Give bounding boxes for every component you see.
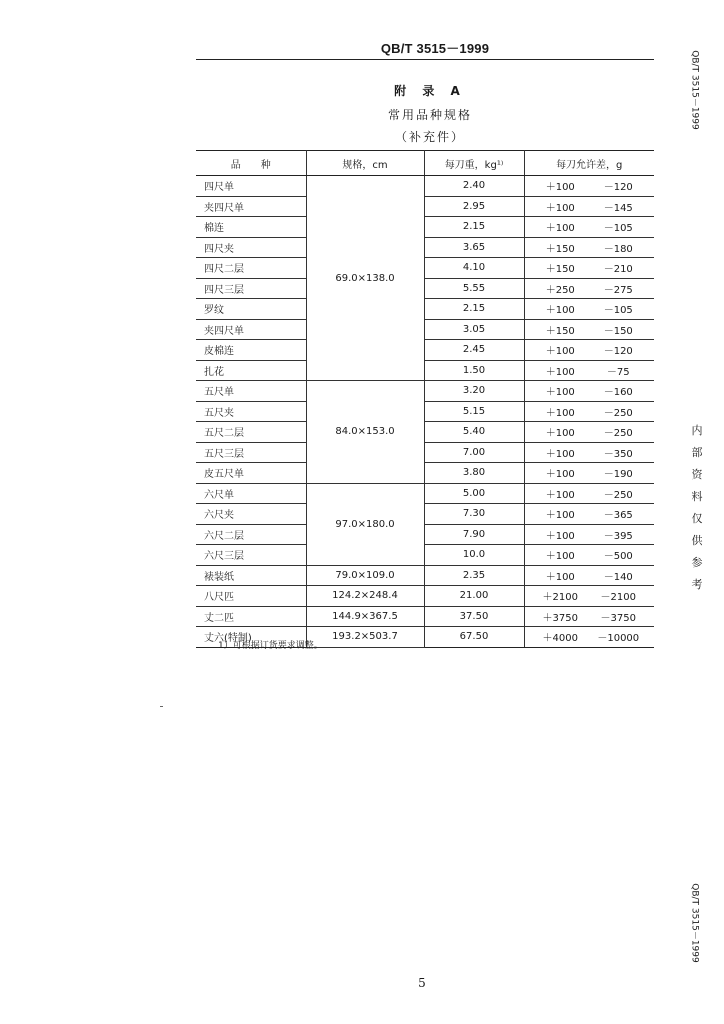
side-code-top — [676, 40, 716, 140]
table-row — [196, 483, 654, 504]
table-row — [196, 319, 654, 340]
variety-cell: 四尺单 — [196, 176, 306, 197]
appendix-title: 附 录 A — [394, 84, 466, 98]
tolerance-minus: －365 — [603, 510, 633, 522]
tolerance-minus: －395 — [603, 530, 633, 542]
tolerance-cell — [524, 504, 654, 525]
tolerance-cell — [524, 278, 654, 299]
table-row — [196, 463, 654, 484]
tolerance-cell — [524, 176, 654, 197]
weight-cell: 2.15 — [424, 217, 524, 238]
weight-cell: 3.80 — [424, 463, 524, 484]
side-char: 参 — [691, 556, 703, 569]
table-row — [196, 278, 654, 299]
tolerance-plus: ＋100 — [545, 448, 575, 460]
scan-mark — [160, 706, 163, 707]
tolerance-plus: ＋150 — [545, 325, 575, 337]
tolerance-plus: ＋100 — [545, 530, 575, 542]
weight-cell: 1.50 — [424, 360, 524, 381]
side-char: 资 — [691, 468, 703, 481]
tolerance-plus: ＋100 — [545, 305, 575, 317]
header-weight: 每刀重，kg¹⁾ — [424, 151, 524, 176]
tolerance-cell — [524, 237, 654, 258]
table-row — [196, 381, 654, 402]
table-row — [196, 606, 654, 627]
weight-cell: 2.35 — [424, 565, 524, 586]
table-row — [196, 422, 654, 443]
table-row — [196, 340, 654, 361]
weight-cell: 3.05 — [424, 319, 524, 340]
variety-cell: 八尺匹 — [196, 586, 306, 607]
side-char: 供 — [691, 534, 703, 547]
weight-cell: 5.15 — [424, 401, 524, 422]
tolerance-minus: －275 — [603, 284, 633, 296]
size-cell: 69.0×138.0 — [306, 176, 424, 381]
header-rule — [196, 59, 654, 60]
side-char: 部 — [691, 446, 703, 459]
weight-cell: 21.00 — [424, 586, 524, 607]
tolerance-minus: －160 — [603, 387, 633, 399]
tolerance-minus: －10000 — [597, 633, 640, 645]
weight-cell: 5.40 — [424, 422, 524, 443]
tolerance-minus: －3750 — [600, 612, 636, 624]
tolerance-cell — [524, 360, 654, 381]
tolerance-minus: －350 — [603, 448, 633, 460]
header-variety: 品 种 — [196, 151, 306, 176]
weight-cell: 5.00 — [424, 483, 524, 504]
weight-cell: 4.10 — [424, 258, 524, 279]
tolerance-cell — [524, 565, 654, 586]
header-size: 规格，cm — [306, 151, 424, 176]
size-cell: 97.0×180.0 — [306, 483, 424, 565]
table-row — [196, 586, 654, 607]
size-cell: 79.0×109.0 — [306, 565, 424, 586]
appendix-note: （补充件） — [394, 130, 465, 144]
variety-cell: 六尺夹 — [196, 504, 306, 525]
tolerance-plus: ＋2100 — [542, 592, 578, 604]
tolerance-minus: －140 — [603, 571, 633, 583]
tolerance-minus: －75 — [606, 366, 630, 378]
size-cell: 193.2×503.7 — [306, 627, 424, 648]
tolerance-minus: －145 — [603, 202, 633, 214]
weight-cell: 2.45 — [424, 340, 524, 361]
variety-cell: 皮五尺单 — [196, 463, 306, 484]
tolerance-cell — [524, 381, 654, 402]
weight-cell: 7.30 — [424, 504, 524, 525]
variety-cell: 四尺夹 — [196, 237, 306, 258]
variety-cell: 棉连 — [196, 217, 306, 238]
tolerance-plus: ＋100 — [545, 366, 575, 378]
table-row — [196, 196, 654, 217]
tolerance-minus: －120 — [603, 346, 633, 358]
tolerance-plus: ＋3750 — [542, 612, 578, 624]
tolerance-plus: ＋100 — [545, 407, 575, 419]
side-char: 料 — [691, 490, 703, 503]
table-row — [196, 299, 654, 320]
variety-cell: 皮棉连 — [196, 340, 306, 361]
table-row — [196, 217, 654, 238]
tolerance-plus: ＋100 — [545, 346, 575, 358]
tolerance-cell — [524, 422, 654, 443]
header-tolerance: 每刀允许差，g — [524, 151, 654, 176]
table-row — [196, 524, 654, 545]
tolerance-plus: ＋100 — [545, 469, 575, 481]
table-header-row — [196, 151, 654, 176]
side-vertical-note — [688, 420, 706, 596]
variety-cell: 夹四尺单 — [196, 319, 306, 340]
tolerance-cell — [524, 627, 654, 648]
table-row — [196, 442, 654, 463]
weight-cell: 37.50 — [424, 606, 524, 627]
size-cell: 84.0×153.0 — [306, 381, 424, 484]
tolerance-minus: －250 — [603, 407, 633, 419]
variety-cell: 四尺三层 — [196, 278, 306, 299]
variety-cell: 六尺单 — [196, 483, 306, 504]
tolerance-plus: ＋100 — [545, 223, 575, 235]
side-char: 仅 — [691, 512, 703, 525]
table-row — [196, 360, 654, 381]
weight-cell: 67.50 — [424, 627, 524, 648]
weight-cell: 7.90 — [424, 524, 524, 545]
side-char: 内 — [691, 424, 703, 437]
tolerance-minus: －120 — [603, 182, 633, 194]
weight-cell: 2.40 — [424, 176, 524, 197]
tolerance-plus: ＋100 — [545, 489, 575, 501]
variety-cell: 夹四尺单 — [196, 196, 306, 217]
tolerance-plus: ＋4000 — [542, 633, 578, 645]
variety-cell: 扎花 — [196, 360, 306, 381]
weight-cell: 10.0 — [424, 545, 524, 566]
tolerance-plus: ＋100 — [545, 387, 575, 399]
tolerance-minus: －210 — [603, 264, 633, 276]
table-row — [196, 545, 654, 566]
variety-cell: 丈二匹 — [196, 606, 306, 627]
tolerance-cell — [524, 217, 654, 238]
tolerance-minus: －105 — [603, 223, 633, 235]
tolerance-cell — [524, 524, 654, 545]
appendix-subtitle: 常用品种规格 — [387, 108, 472, 122]
variety-cell: 五尺二层 — [196, 422, 306, 443]
tolerance-plus: ＋250 — [545, 284, 575, 296]
tolerance-cell — [524, 258, 654, 279]
side-code-top-text: QB/T 3515－1999 — [689, 50, 700, 130]
tolerance-plus: ＋100 — [545, 202, 575, 214]
variety-cell: 六尺三层 — [196, 545, 306, 566]
table-row — [196, 258, 654, 279]
variety-cell: 六尺二层 — [196, 524, 306, 545]
tolerance-cell — [524, 196, 654, 217]
side-char: 考 — [691, 578, 703, 591]
weight-cell: 7.00 — [424, 442, 524, 463]
side-code-bottom — [676, 868, 716, 978]
tolerance-minus: －105 — [603, 305, 633, 317]
side-code-bottom-text: QB/T 3515－1999 — [689, 883, 700, 963]
tolerance-cell — [524, 442, 654, 463]
size-cell: 144.9×367.5 — [306, 606, 424, 627]
weight-cell: 3.20 — [424, 381, 524, 402]
tolerance-plus: ＋100 — [545, 510, 575, 522]
variety-cell: 罗纹 — [196, 299, 306, 320]
size-cell: 124.2×248.4 — [306, 586, 424, 607]
tolerance-plus: ＋150 — [545, 264, 575, 276]
weight-cell: 5.55 — [424, 278, 524, 299]
tolerance-minus: －2100 — [600, 592, 636, 604]
variety-cell: 五尺夹 — [196, 401, 306, 422]
table-row — [196, 401, 654, 422]
table-row — [196, 237, 654, 258]
table-row — [196, 504, 654, 525]
variety-cell: 裱装纸 — [196, 565, 306, 586]
footnote: 1）可根据订货要求调整。 — [218, 641, 323, 651]
table-row — [196, 565, 654, 586]
tolerance-minus: －250 — [603, 489, 633, 501]
page-number: 5 — [418, 976, 426, 990]
variety-cell: 五尺三层 — [196, 442, 306, 463]
tolerance-cell — [524, 545, 654, 566]
tolerance-plus: ＋100 — [545, 428, 575, 440]
tolerance-plus: ＋150 — [545, 243, 575, 255]
tolerance-minus: －500 — [603, 551, 633, 563]
variety-cell: 四尺二层 — [196, 258, 306, 279]
tolerance-cell — [524, 319, 654, 340]
tolerance-minus: －150 — [603, 325, 633, 337]
tolerance-cell — [524, 606, 654, 627]
tolerance-plus: ＋100 — [545, 551, 575, 563]
weight-cell: 3.65 — [424, 237, 524, 258]
tolerance-cell — [524, 299, 654, 320]
spec-table — [196, 150, 654, 648]
variety-cell: 丈六(特制) — [196, 627, 306, 648]
tolerance-plus: ＋100 — [545, 182, 575, 194]
tolerance-cell — [524, 586, 654, 607]
tolerance-minus: －190 — [603, 469, 633, 481]
document-code: QB/T 3515－1999 — [380, 41, 490, 56]
tolerance-minus: －250 — [603, 428, 633, 440]
tolerance-cell — [524, 401, 654, 422]
tolerance-minus: －180 — [603, 243, 633, 255]
variety-cell: 五尺单 — [196, 381, 306, 402]
table-row — [196, 176, 654, 197]
tolerance-cell — [524, 483, 654, 504]
tolerance-plus: ＋100 — [545, 571, 575, 583]
weight-cell: 2.95 — [424, 196, 524, 217]
tolerance-cell — [524, 463, 654, 484]
weight-cell: 2.15 — [424, 299, 524, 320]
tolerance-cell — [524, 340, 654, 361]
